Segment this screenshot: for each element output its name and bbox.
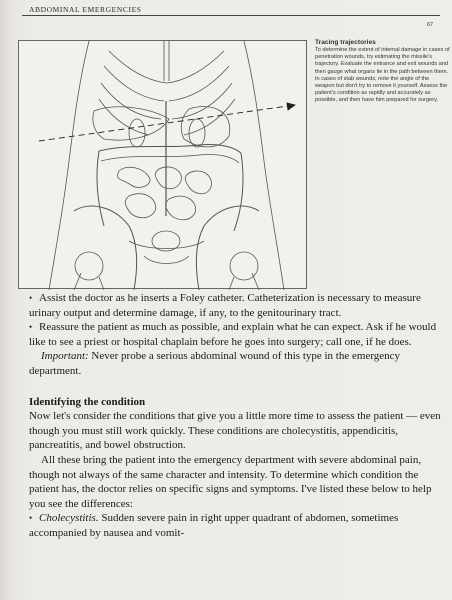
paragraph-text: Sudden severe pain in right upper quadrant of abdomen, sometimes accompanied by nausea and vomit- <box>29 512 399 539</box>
trajectory-line <box>39 105 295 141</box>
torso-left-outline <box>49 41 89 290</box>
page-number: 67 <box>427 22 434 28</box>
bullet-icon: • <box>29 293 33 303</box>
paragraph-text: Reassure the patient as much as possible, and explain what he can expect. Ask if he would like to see a priest or hospital chaplain before he goes into surgery; call one, if he does. <box>29 321 437 348</box>
paragraph-conditions-intro: Now let's consider the conditions that give you a little more time to assess the patient — even though you must still work quickly. These conditions are cholecystitis, appendicitis, pancreatitis, and bowel obstruction. <box>29 410 441 452</box>
paragraph-cholecystitis <box>29 511 441 540</box>
paragraph-foley-catheter <box>29 291 441 320</box>
section-heading: Identifying the condition <box>29 395 146 408</box>
paragraph-important <box>29 349 441 378</box>
anatomy-illustration <box>18 40 307 289</box>
caption-title: Tracing trajectories <box>315 39 376 46</box>
running-head: ABDOMINAL EMERGENCIES <box>29 5 142 14</box>
bullet-icon: • <box>29 322 33 333</box>
paragraph-text: Assist the doctor as he inserts a Foley catheter. Catheterization is necessary to measure urinary output and determine damage, if any, to the genitourinary tract. <box>29 292 421 319</box>
paragraph-reassure <box>29 320 441 349</box>
caption-text: To determine the extent of internal damage in cases of penetration wounds, try estimating the missile's trajectory. Evaluate the entrance and exit wounds and then gauge what organs lie in the path between them. In cases of stab wounds, note the angle of the weapon but don't try to remove it yourself. Assess the patient's condition as rapidly and accurately as possible, and then have him prepared for surgery. <box>315 47 450 104</box>
figure-caption <box>315 39 450 105</box>
paragraph-text: Never probe a serious abdominal wound of this type in the emergency department. <box>29 350 401 377</box>
torso-right-outline <box>244 41 284 290</box>
trajectory-arrowhead <box>287 103 295 110</box>
cholecystitis-label: Cholecystitis. <box>39 512 99 525</box>
header-rule <box>22 15 440 16</box>
important-label: Important: <box>41 350 89 363</box>
abdominal-anatomy-drawing <box>19 41 308 290</box>
body-text <box>29 291 441 541</box>
bullet-icon: • <box>29 513 33 524</box>
paragraph-severe-pain: All these bring the patient into the emergency department with severe abdominal pain, though not always of the same character and intensity. To determine which condition the patient has, the doctor relies on specific signs and symptoms. I've listed these below to help you see the differences: <box>29 453 432 510</box>
